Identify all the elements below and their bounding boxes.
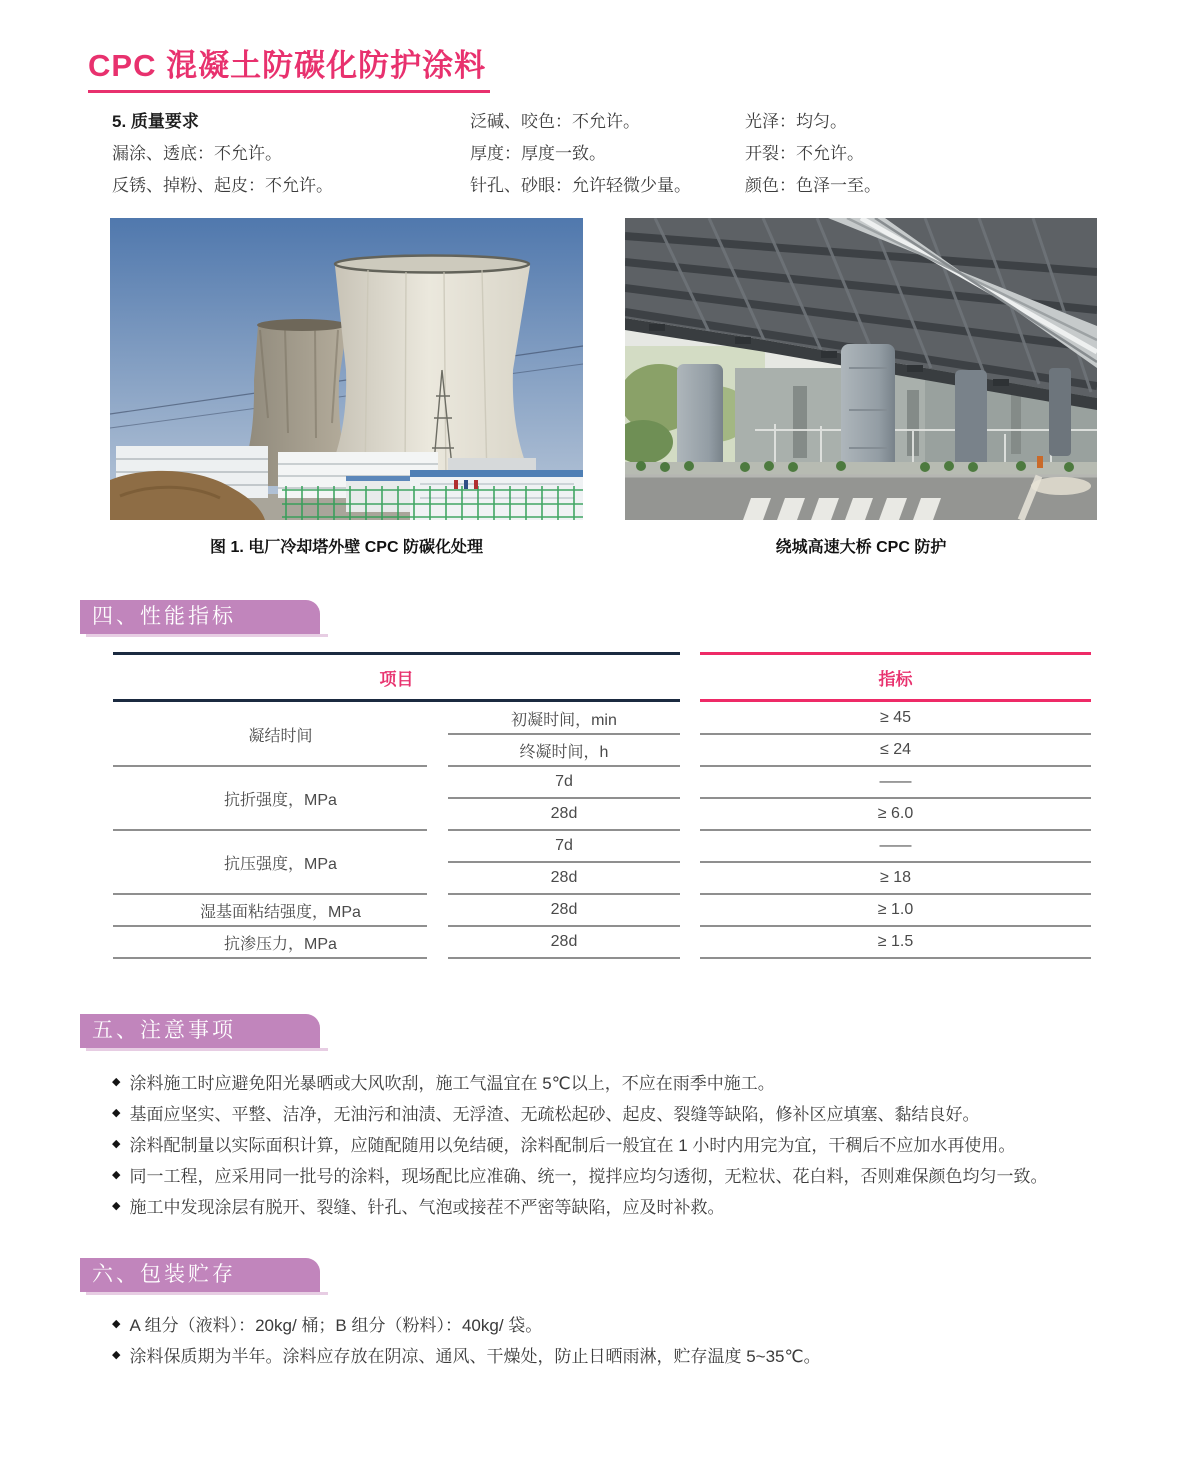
table-cell-label: 抗压强度，MPa	[113, 830, 448, 894]
diamond-bullet-icon: ◆	[112, 1076, 121, 1088]
table-cell-label: 抗渗压力，MPa	[113, 926, 448, 958]
title-underline	[88, 90, 490, 93]
packaging-list	[112, 1308, 821, 1370]
quality-item: 漏涂、透底：不允许。	[112, 144, 282, 163]
list-item	[112, 1159, 1047, 1190]
table-cell-sub: 28d	[448, 926, 680, 958]
page-title: CPC 混凝土防碳化防护涂料	[88, 48, 487, 83]
table-cell-label: 湿基面粘结强度，MPa	[113, 894, 448, 926]
quality-item: 开裂：不允许。	[745, 144, 864, 163]
quality-column-3	[745, 106, 881, 202]
section-bar-packaging: 六、包装贮存	[80, 1258, 320, 1292]
quality-column-1	[112, 106, 333, 202]
quality-item: 针孔、砂眼：允许轻微少量。	[470, 176, 691, 195]
table-cell-value: ——	[700, 766, 1091, 798]
table-cell-sub: 终凝时间，h	[448, 734, 680, 766]
list-item-text: 施工中发现涂层有脱开、裂缝、针孔、气泡或接茬不严密等缺陷，应及时补救。	[129, 1198, 725, 1217]
quality-item: 光泽：均匀。	[745, 112, 847, 131]
performance-table-index	[700, 652, 1091, 958]
cooling-towers-photo	[110, 218, 583, 520]
diamond-bullet-icon: ◆	[112, 1169, 121, 1181]
list-item	[112, 1128, 1047, 1159]
list-item	[112, 1097, 1047, 1128]
table-cell-value: ≥ 45	[700, 701, 1091, 735]
section-bar-precautions: 五、注意事项	[80, 1014, 320, 1048]
table-cell-label: 凝结时间	[113, 701, 448, 767]
table-cell-value: ≥ 6.0	[700, 798, 1091, 830]
diamond-bullet-icon: ◆	[112, 1318, 121, 1330]
table-cell-sub: 7d	[448, 830, 680, 862]
quality-item: 泛碱、咬色：不允许。	[470, 112, 640, 131]
section-bar-performance: 四、性能指标	[80, 600, 320, 634]
table-cell-value: ——	[700, 830, 1091, 862]
table-cell-sub: 28d	[448, 798, 680, 830]
table-header-item: 项目	[113, 654, 680, 701]
table-cell-value: ≤ 24	[700, 734, 1091, 766]
quality-item: 颜色：色泽一至。	[745, 176, 881, 195]
cooling-towers-illustration	[110, 218, 583, 520]
diamond-bullet-icon: ◆	[112, 1200, 121, 1212]
list-item-text: 涂料施工时应避免阳光暴晒或大风吹刮，施工气温宜在 5℃以上，不应在雨季中施工。	[129, 1074, 775, 1093]
quality-item: 厚度：厚度一致。	[470, 144, 606, 163]
diamond-bullet-icon: ◆	[112, 1138, 121, 1150]
table-cell-sub: 7d	[448, 766, 680, 798]
figure-caption-right: 绕城高速大桥 CPC 防护	[775, 539, 947, 556]
list-item	[112, 1339, 821, 1370]
list-item	[112, 1066, 1047, 1097]
list-item	[112, 1308, 821, 1339]
table-cell-value: ≥ 1.5	[700, 926, 1091, 958]
table-cell-label: 抗折强度，MPa	[113, 766, 448, 830]
quality-heading: 5. 质量要求	[112, 112, 199, 131]
performance-table-items	[113, 652, 680, 958]
list-item-text: 同一工程，应采用同一批号的涂料，现场配比应准确、统一，搅拌应均匀透彻，无粒状、花白料，否则难保颜色均匀一致。	[129, 1167, 1048, 1186]
figure-caption-left: 图 1. 电厂冷却塔外壁 CPC 防碳化处理	[210, 539, 483, 556]
precautions-list	[112, 1066, 1047, 1221]
table-cell-value: ≥ 1.0	[700, 894, 1091, 926]
diamond-bullet-icon: ◆	[112, 1107, 121, 1119]
table-cell-sub: 28d	[448, 894, 680, 926]
bridge-underside-photo	[625, 218, 1097, 520]
table-cell-sub: 初凝时间，min	[448, 701, 680, 735]
quality-item: 反锈、掉粉、起皮：不允许。	[112, 176, 333, 195]
table-cell-sub: 28d	[448, 862, 680, 894]
list-item-text: 涂料保质期为半年。涂料应存放在阴凉、通风、干燥处，防止日晒雨淋，贮存温度 5~35℃。	[129, 1347, 821, 1366]
quality-column-2	[470, 106, 691, 202]
list-item-text: 涂料配制量以实际面积计算，应随配随用以免结硬，涂料配制后一般宜在 1 小时内用完为宜，干稠后不应加水再使用。	[129, 1136, 1016, 1155]
table-cell-value: ≥ 18	[700, 862, 1091, 894]
table-header-index: 指标	[700, 654, 1091, 701]
list-item-text: 基面应坚实、平整、洁净，无油污和油渍、无浮渣、无疏松起砂、起皮、裂缝等缺陷，修补区应填塞、黏结良好。	[129, 1105, 980, 1124]
diamond-bullet-icon: ◆	[112, 1349, 121, 1361]
list-item-text: A 组分（液料）：20kg/ 桶；B 组分（粉料）：40kg/ 袋。	[129, 1316, 543, 1335]
bridge-underside-illustration	[625, 218, 1097, 520]
list-item	[112, 1190, 1047, 1221]
